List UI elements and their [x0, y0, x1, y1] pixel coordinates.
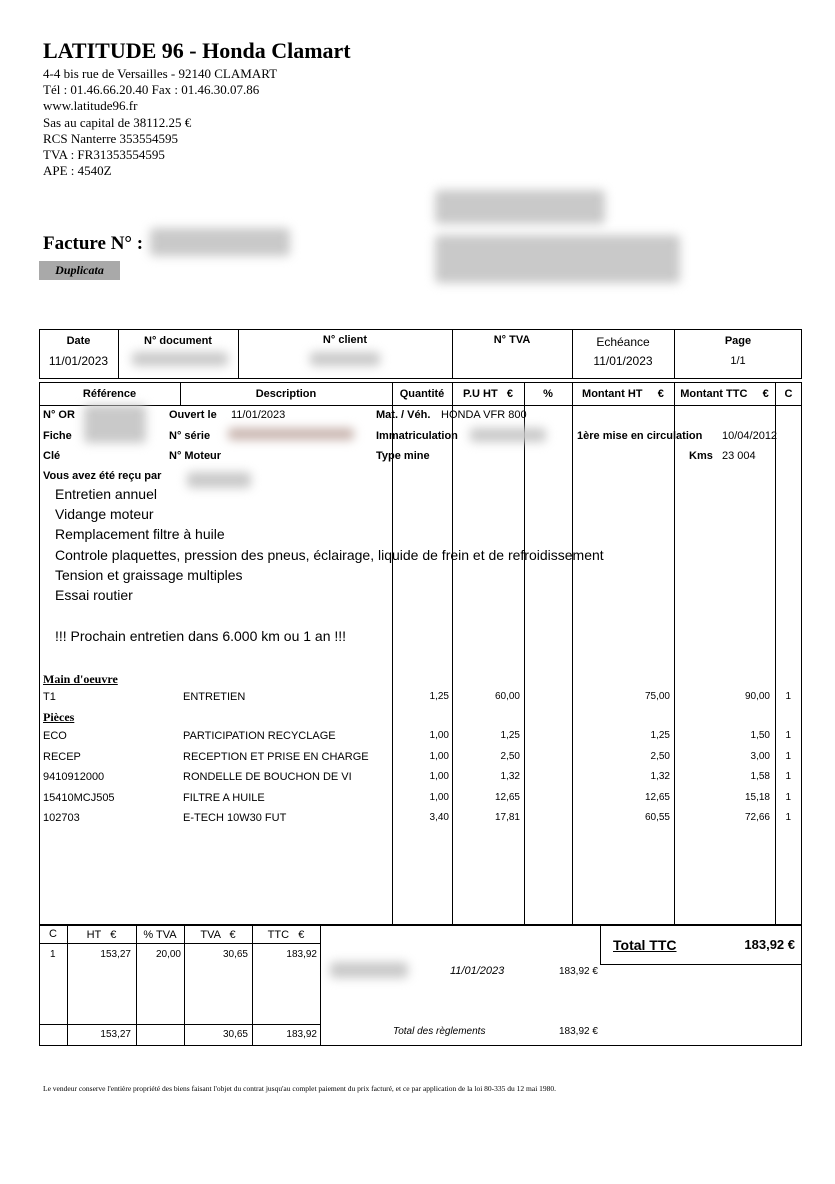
payment-date: 11/01/2023 — [450, 965, 505, 977]
vat-col-pct: % TVA — [143, 929, 177, 941]
row-pu: 17,81 — [494, 812, 520, 823]
company-name: LATITUDE 96 - Honda Clamart — [43, 38, 351, 63]
lines-table — [39, 382, 802, 925]
row-c: 1 — [785, 750, 791, 762]
payment-amount: 183,92 € — [559, 966, 598, 977]
vat-total-ht: 153,27 — [100, 1029, 131, 1040]
row-ttc: 1,58 — [750, 771, 770, 782]
labour-heading: Main d'oeuvre — [43, 672, 118, 686]
row-pu: 2,50 — [500, 750, 520, 762]
vat-row-tva: 30,65 — [222, 949, 248, 960]
row-desc: E-TECH 10W30 FUT — [183, 812, 287, 824]
row-ttc: 90,00 — [744, 691, 770, 702]
redacted-or-fiche — [84, 405, 146, 443]
type-mine-label: Type mine — [376, 450, 430, 462]
row-ttc: 15,18 — [744, 791, 770, 803]
company-details — [43, 66, 277, 179]
opened-value: 11/01/2023 — [231, 409, 286, 421]
mat-label: Mat. / Véh. — [376, 409, 431, 421]
payment-total-value: 183,92 € — [559, 1026, 598, 1037]
redacted-serial-number — [228, 428, 354, 440]
vat-row-ttc: 183,92 — [286, 949, 317, 960]
company-tva: TVA : FR31353554595 — [43, 147, 165, 163]
row-qty: 3,40 — [429, 812, 449, 823]
work-line: Essai routier — [55, 587, 133, 603]
redacted-registration — [470, 428, 546, 442]
vat-total-ttc: 183,92 — [286, 1029, 317, 1040]
duplicata-badge: Duplicata — [39, 261, 120, 280]
vat-col-ht: HT € — [86, 929, 117, 941]
row-ref: T1 — [43, 691, 56, 703]
total-ttc-value: 183,92 € — [744, 937, 795, 952]
vat-total-tva: 30,65 — [222, 1029, 248, 1040]
or-label: N° OR — [43, 409, 75, 421]
client-label: N° client — [322, 334, 368, 346]
row-pu: 12,65 — [494, 791, 520, 803]
company-web: www.latitude96.fr — [43, 98, 138, 114]
row-desc: RECEPTION ET PRISE EN CHARGE — [183, 750, 369, 763]
date-value: 11/01/2023 — [48, 354, 109, 368]
redacted-doc-number — [132, 352, 228, 366]
row-ref: ECO — [43, 730, 67, 742]
col-quantity: Quantité — [399, 388, 445, 400]
col-unit-price: P.U HT € — [463, 388, 513, 400]
row-ht: 12,65 — [644, 791, 670, 803]
parts-heading: Pièces — [43, 710, 75, 724]
vat-row-c: 1 — [50, 949, 56, 960]
redacted-payment-method — [330, 962, 408, 978]
row-ht: 75,00 — [644, 691, 670, 702]
row-c: 1 — [785, 730, 791, 741]
tva-label: N° TVA — [493, 334, 531, 346]
page-value: 1/1 — [730, 355, 746, 367]
row-ref: 9410912000 — [43, 771, 105, 783]
row-ttc: 72,66 — [744, 812, 770, 823]
kms-value: 23 004 — [722, 450, 756, 462]
mat-value: HONDA VFR 800 — [441, 409, 527, 421]
row-qty: 1,00 — [429, 791, 449, 803]
work-line: Remplacement filtre à huile — [55, 526, 225, 542]
redacted-received-by — [187, 472, 251, 488]
work-line: Vidange moteur — [55, 506, 154, 522]
next-service-note: !!! Prochain entretien dans 6.000 km ou 1 an !!! — [55, 628, 347, 644]
work-line: Entretien annuel — [55, 486, 157, 502]
row-c: 1 — [785, 812, 791, 823]
row-desc: FILTRE A HUILE — [183, 791, 265, 804]
work-line: Controle plaquettes, pression des pneus, éclairage, liquide de frein et de refroidissement — [55, 547, 604, 563]
col-amount-ttc: Montant TTC € — [680, 388, 769, 400]
col-reference: Référence — [82, 388, 137, 400]
first-circulation-label: 1ère mise en circulation — [577, 430, 703, 442]
row-ht: 2,50 — [650, 750, 670, 762]
vat-row-ht: 153,27 — [100, 949, 131, 960]
received-by-label: Vous avez été reçu par — [43, 470, 162, 482]
due-label: Echéance — [596, 335, 650, 349]
redacted-invoice-number — [150, 228, 290, 256]
row-desc: PARTICIPATION RECYCLAGE — [183, 730, 336, 742]
row-ref: 102703 — [43, 812, 80, 824]
row-qty: 1,00 — [429, 771, 449, 782]
invoice-label: Facture N° : — [43, 233, 144, 254]
serie-label: N° série — [169, 430, 211, 442]
company-address: 4-4 bis rue de Versailles - 92140 CLAMART — [43, 66, 278, 81]
row-c: 1 — [785, 791, 791, 803]
redacted-customer-name — [435, 190, 605, 224]
vat-row-pct: 20,00 — [155, 949, 181, 960]
row-c: 1 — [785, 771, 791, 782]
row-qty: 1,00 — [429, 730, 449, 741]
row-ht: 1,32 — [650, 771, 670, 782]
row-pu: 1,25 — [500, 730, 520, 741]
row-pu: 1,32 — [500, 771, 520, 782]
opened-label: Ouvert le — [169, 409, 217, 421]
col-amount-ht: Montant HT € — [582, 388, 664, 400]
row-qty: 1,25 — [429, 691, 449, 702]
doc-label: N° document — [144, 335, 212, 347]
row-desc: ENTRETIEN — [183, 691, 246, 703]
first-circulation-value: 10/04/2012 — [722, 430, 778, 442]
row-ttc: 3,00 — [750, 750, 770, 762]
immat-label: Immatriculation — [376, 430, 458, 442]
row-ht: 1,25 — [650, 730, 670, 741]
payment-total-label: Total des règlements — [393, 1026, 486, 1037]
redacted-customer-address — [435, 235, 680, 283]
row-desc: RONDELLE DE BOUCHON DE VI — [183, 771, 352, 783]
page-label: Page — [724, 335, 752, 347]
total-ttc-label: Total TTC — [613, 937, 677, 953]
vat-col-ttc: TTC € — [267, 929, 305, 941]
row-c: 1 — [785, 691, 791, 702]
company-capital: Sas au capital de 38112.25 € — [43, 114, 192, 130]
due-value: 11/01/2023 — [593, 354, 653, 368]
col-c: C — [784, 388, 793, 400]
work-line: Tension et graissage multiples — [55, 567, 243, 583]
col-percent: % — [543, 388, 553, 400]
vat-col-tva: TVA € — [200, 929, 236, 941]
company-ape: APE : 4540Z — [43, 163, 112, 179]
col-description: Description — [255, 388, 317, 400]
row-qty: 1,00 — [429, 750, 449, 762]
row-ttc: 1,50 — [750, 730, 770, 741]
legal-footer: Le vendeur conserve l'entière propriété des biens faisant l'objet du contrat jusqu'au complet paiement du prix facturé, et ce par application de la loi 80-335 du 12 mai 1980. — [43, 1084, 557, 1093]
kms-label: Kms — [689, 450, 713, 462]
cle-label: Clé — [43, 450, 61, 462]
row-ht: 60,55 — [644, 812, 670, 823]
vat-col-c: C — [49, 928, 57, 940]
fiche-label: Fiche — [43, 430, 72, 442]
company-rcs: RCS Nanterre 353554595 — [43, 130, 179, 146]
moteur-label: N° Moteur — [169, 450, 222, 462]
company-phone: Tél : 01.46.66.20.40 Fax : 01.46.30.07.86 — [43, 82, 260, 98]
redacted-client-number — [310, 352, 380, 366]
row-pu: 60,00 — [494, 691, 520, 702]
date-label: Date — [66, 335, 91, 347]
row-ref: 15410MCJ505 — [43, 791, 115, 804]
row-ref: RECEP — [43, 750, 81, 763]
